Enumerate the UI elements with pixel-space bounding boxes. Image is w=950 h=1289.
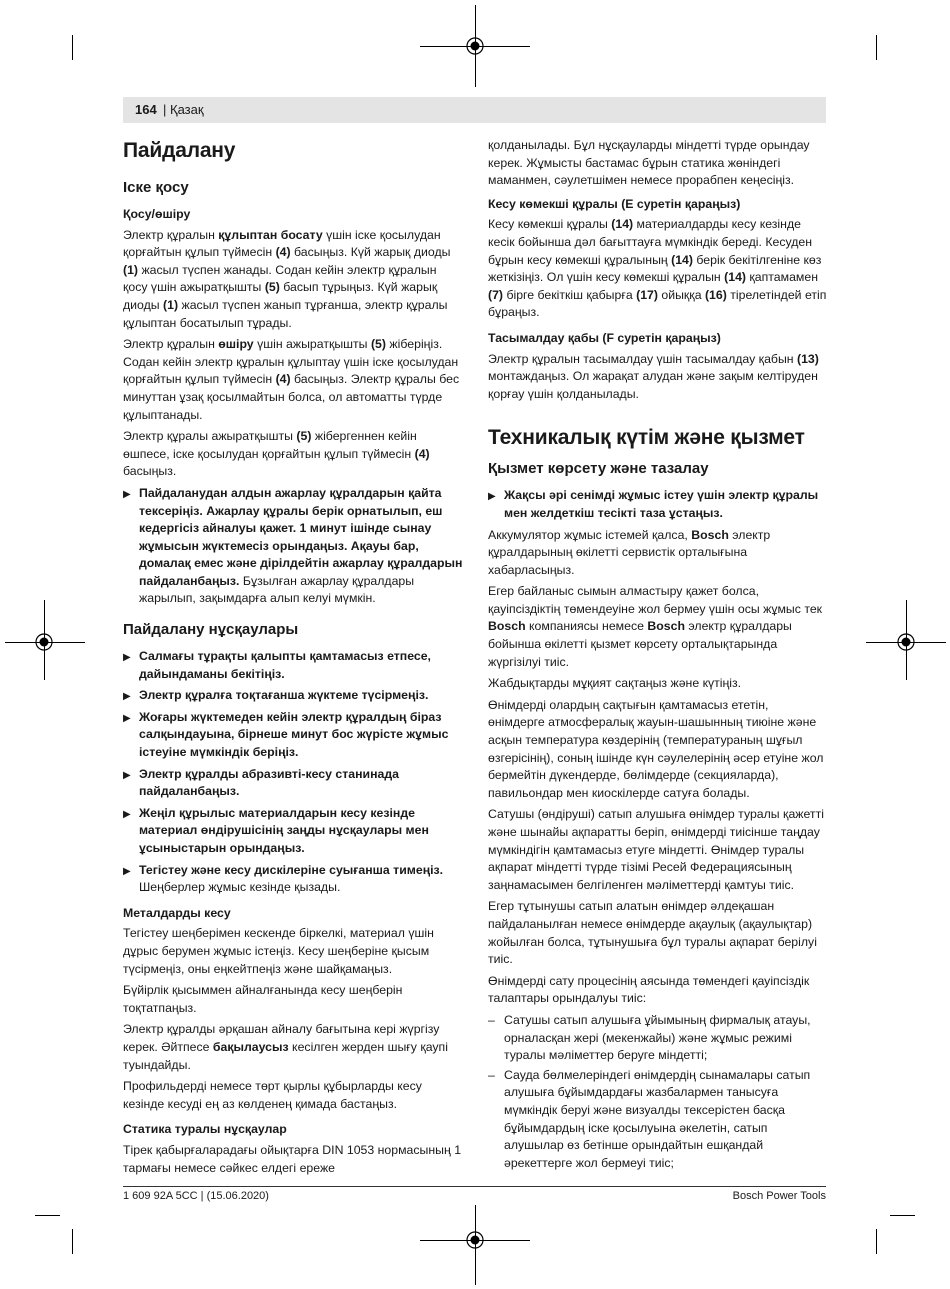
footer-rule <box>123 1186 826 1187</box>
left-column <box>123 138 463 1181</box>
paragraph: қолданылады. Бұл нұсқауларды міндетті түрде орындау керек. Жұмысты бастамас бұрын статика жөніндегі маманмен, сәулетшімен немесе прорабпен кеңесіңіз. <box>488 138 810 188</box>
triangle-bullet-icon: ▶ <box>123 691 131 703</box>
dash-bullet: – <box>488 1067 495 1082</box>
footer-brand: Bosch Power Tools <box>732 1190 826 1202</box>
paragraph: Егер тұтынушы сатып алатын өнімдер әлдеқашан пайдаланылған немесе өнімдерде ақаулық (ақаулықтар) жойылған болса, тұтынушыға бұл туралы ақпарат берілуі тиіс. <box>488 899 817 967</box>
triangle-bullet-icon: ▶ <box>488 491 496 503</box>
crop-mark <box>72 35 73 60</box>
usage-heading: Пайдалану нұсқаулары <box>123 621 299 639</box>
warning-item: ▶ Салмағы тұрақты қалыпты қамтамасыз етпесе, дайындаманы бекітіңіз. <box>123 649 431 681</box>
paragraph: Өнімдерді сату процесінің аясында төмендегі қауіпсіздік талаптары орындалуы тиіс: <box>488 973 810 1006</box>
registration-mark-icon <box>465 36 485 56</box>
warning-item: ▶ Электр құралды абразивті-кесу станинада пайдаланбаңыз. <box>123 766 399 799</box>
language-label: | Қазақ <box>163 102 204 117</box>
list-item: – Сатушы сатып алушыға ұйымының фирмалық атауы, орналасқан жері (мекенжайы) және жұмыс режимі туралы мәліметтер беруге міндетті; <box>488 1012 811 1063</box>
warning-item: ▶ Тегістеу және кесу дискілеріне суығанша тимеңіз. Шеңберлер жұмыс кезінде қызады. <box>123 862 444 895</box>
language-name: Қазақ <box>170 102 204 117</box>
paragraph: Жабдықтарды мұқият сақтаңыз және күтіңіз. <box>488 676 742 691</box>
paragraph: Сатушы (өндіруші) сатып алушыға өнімдер туралы қажетті және шынайы ақпаратты беріп, өнімдерді тиісінше таңдау мүмкіндігін қамтамасыз етуге міндетті. Өнімдер туралы ақпарат міндетті түрде тізімі Ресей Федерациясының заңнамасымен белгіленген мәліметтерді қамтуы тиіс. <box>488 807 824 892</box>
triangle-bullet-icon: ▶ <box>123 808 131 820</box>
warning-item: ▶ Жақсы әрі сенімді жұмыс істеу үшін электр құралы мен желдеткіш тесікті таза ұстаңыз. <box>488 488 819 520</box>
start-heading: Іске қосу <box>123 179 189 196</box>
paragraph: Электр құралын өшіру үшін ажыратқышты (5) жіберіңіз. Содан кейін электр құралын құлыптау үшін іске қосылудан қорғайтын құлып түймесін (4) басыңыз. Электр құралы бес минуттан ұзақ қосылмайтын болса, ол автоматты түрде құлыптанады. <box>123 337 460 422</box>
onoff-heading: Қосу/өшіру <box>123 207 191 221</box>
crop-mark <box>35 1215 60 1216</box>
paragraph: Өнімдерді олардың сақтығын қамтамасыз ететін, өнімдерге атмосфералық жауын-шашынның тиюіне және асқын температура көздерінің (температураның шұғыл өзгерісінің), соның ішінде күн сәулелерінің әсер етуіне жол бермейтін дүкендерде, бөлімдерде (секцияларда), павильондар мен киоскілерде сатуға болады. <box>488 697 824 800</box>
case-heading: Тасымалдау қабы (F суретін қараңыз) <box>488 330 721 345</box>
section-title: Пайдалану <box>123 139 236 162</box>
paragraph: Егер байланыс сымын алмастыру қажет болса, қауіпсіздіктің төмендеуіне жол бермеу үшін осы жұмыс тек Bosch компаниясы немесе Bosch электр құралдары бойынша өкілетті қызмет көрсету орталықтарында жүргізілуі тиіс. <box>488 584 823 669</box>
registration-mark-icon <box>896 632 916 652</box>
paragraph: Электр құралын құлыптан босату үшін іске қосылудан қорғайтын құлып түймесін (4) басыңыз. Күй жарық диоды (1) жасыл түспен жанады. Содан кейін электр құралын қосу үшін ажыратқышты (5) басып тұрыңыз. Күй жарық диоды (1) жасыл түспен жанып тұрғанша, электр құралы құлыптан босатылып тұрады. <box>123 227 451 330</box>
right-column <box>488 137 828 1174</box>
registration-mark-icon <box>465 1230 485 1250</box>
page-header <box>123 97 826 123</box>
paragraph: Кесу көмекші құралы (14) материалдарды кесу кезінде кесік бойынша дәл бағыттауға мүмкіндік береді. Кесуден бұрын кесу көмекші құралының (14) берік бекітілгеніне көз жеткізіңіз. Ол үшін кесу көмекші құралын (14) қаптамамен (7) бірге бекіткіш қабырға (17) ойыққа (16) тірелетіндей етіп бұраңыз. <box>488 217 827 320</box>
warning-item: ▶ Пайдаланудан алдын ажарлау құралдарын қайта тексеріңіз. Ажарлау құралы берік орнатылып, еш кедергісіз айналуы қажет. 1 минут ішінде сынау жұмысын жүктемесіз орындаңыз. Ақауы бар, домалақ емес және дірілдейтін ажарлау құралдарын пайдаланбаңыз. Бұзылған ажарлау құралдары жарылып, зақымдарға алып келуі мүмкін. <box>123 485 463 606</box>
static-heading: Статика туралы нұсқаулар <box>123 1122 287 1137</box>
paragraph: Электр құралын тасымалдау үшін тасымалдау қабын (13) монтаждаңыз. Ол жарақат алудан және зақым келтіруден қорғау үшін қолданылады. <box>488 351 819 401</box>
maintenance-title: Техникалық күтім және қызмет <box>488 426 805 450</box>
triangle-bullet-icon: ▶ <box>123 865 131 877</box>
paragraph: Аккумулятор жұмыс істемей қалса, Bosch электр құралдарының өкілетті сервистік орталығына хабарласыңыз. <box>488 527 771 577</box>
page-number: 164 <box>135 102 157 117</box>
paragraph: Тегістеу шеңберімен кескенде біркелкі, материал үшін дұрыс берумен жұмыс істеңіз. Кесу шеңберіне қысым түсірмеңіз, оны еңкейтпеңіз және шайқамаңыз. <box>123 926 434 976</box>
crop-mark <box>890 1215 915 1216</box>
aid-heading: Кесу көмекші құралы (E суретін қараңыз) <box>488 196 741 211</box>
registration-mark-icon <box>34 632 54 652</box>
paragraph: Электр құралды әрқашан айналу бағытына кері жүргізу керек. Әйтпесе бақылаусыз кесілген жерден шығу қаупі туындайды. <box>123 1022 448 1072</box>
service-heading: Қызмет көрсету және тазалау <box>488 460 709 478</box>
triangle-bullet-icon: ▶ <box>123 488 131 500</box>
warning-item: ▶ Электр құралға тоқтағанша жүктеме түсірмеңіз. <box>123 687 463 705</box>
list-item: – Сауда бөлмелеріндегі өнімдердің сынамалары сатып алушыға бұйымдардағы жазбалармен танысуға мүмкіндік беруі және визуалды тексерістен басқа бұйымдардың іске қосылуына әкелетін, сатып алушылар өз бетінше орындайтын ешқандай әрекеттерге жол бермеуі тиіс; <box>488 1067 811 1170</box>
footer-code: 1 609 92A 5CC | (15.06.2020) <box>123 1190 269 1202</box>
crop-mark <box>876 35 877 60</box>
triangle-bullet-icon: ▶ <box>123 652 131 664</box>
metal-heading: Металдарды кесу <box>123 905 231 920</box>
paragraph: Профильдерді немесе төрт қырлы құбырларды кесу кезінде кесуді ең аз көлденең қимада бастаңыз. <box>123 1079 422 1111</box>
crop-mark <box>72 1229 73 1254</box>
warning-item: ▶ Жоғары жүктемеден кейін электр құралдың біраз салқындауына, бірнеше минут бос жүрісте жұмыс істеуіне мүмкіндік беріңіз. <box>123 709 449 760</box>
paragraph: Бүйірлік қысыммен айналғанында кесу шеңберін тоқтатпаңыз. <box>123 983 403 1015</box>
paragraph: Тірек қабырғаларадағы ойықтарға DIN 1053 нормасының 1 тармағы немесе сәйкес елдегі ереже <box>123 1142 462 1175</box>
triangle-bullet-icon: ▶ <box>123 769 131 781</box>
warning-item: ▶ Жеңіл құрылыс материалдарын кесу кезінде материал өндірушісінің заңды нұсқаулары мен ұсыныстарын орындаңыз. <box>123 805 429 855</box>
paragraph: Электр құралы ажыратқышты (5) жібергеннен кейін өшпесе, іске қосылудан қорғайтын құлып түймесін (4) басыңыз. <box>123 429 430 479</box>
crop-mark <box>876 1229 877 1254</box>
triangle-bullet-icon: ▶ <box>123 712 131 724</box>
dash-bullet: – <box>488 1012 495 1027</box>
